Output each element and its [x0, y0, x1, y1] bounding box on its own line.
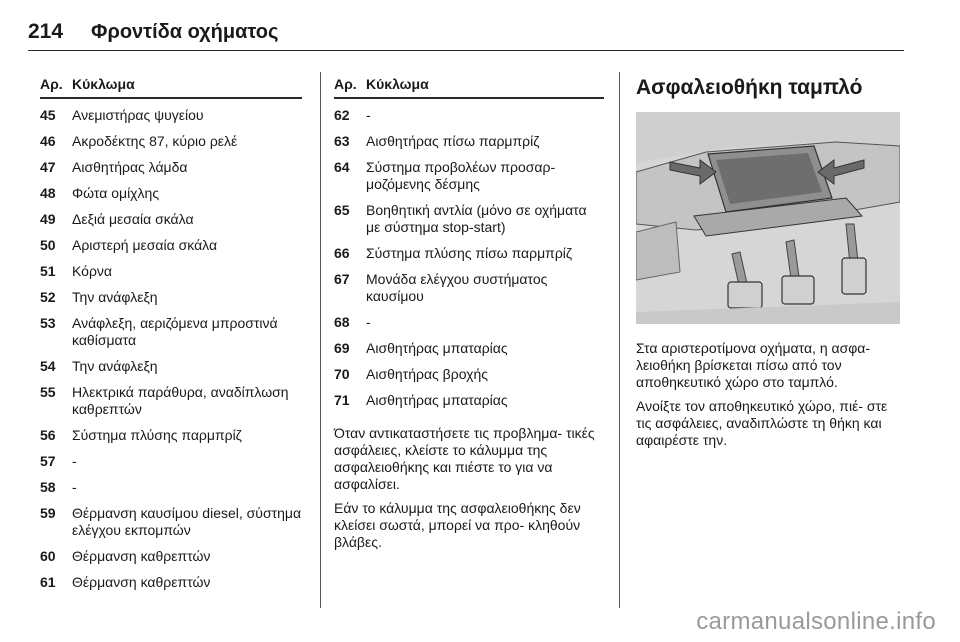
fuse-number: 63 [334, 133, 350, 149]
fuse-number: 66 [334, 245, 350, 261]
fuse-number: 71 [334, 392, 350, 408]
table-rows [334, 107, 604, 409]
column-header-number: Αρ. [40, 76, 63, 92]
table-row [40, 211, 302, 228]
table-row [334, 159, 604, 193]
fuse-number: 45 [40, 107, 56, 123]
fuse-number: 69 [334, 340, 350, 356]
instrument-panel-fusebox-section [636, 76, 906, 456]
watermark-text: carmanualsonline.info [696, 608, 936, 635]
fuse-circuit: Αισθητήρας μπαταρίας [366, 340, 508, 356]
fuse-number: 70 [334, 366, 350, 382]
fuse-number: 64 [334, 159, 350, 175]
table-rows [40, 107, 302, 591]
fuse-circuit: Ανάφλεξη, αεριζόμενα μπροστινά καθίσματα [72, 315, 278, 348]
table-row [40, 358, 302, 375]
table-row [40, 453, 302, 470]
fuse-circuit: Αριστερή μεσαία σκάλα [72, 237, 218, 253]
fuse-circuit: - [366, 314, 371, 330]
column-divider [320, 72, 321, 608]
fuse-circuit: Ακροδέκτης 87, κύριο ρελέ [72, 133, 238, 149]
fuse-circuit: Αισθητήρας πίσω παρμπρίζ [366, 133, 540, 149]
fuse-number: 46 [40, 133, 56, 149]
column-header-number: Αρ. [334, 76, 357, 92]
page-header [28, 14, 904, 51]
fuse-circuit: Αισθητήρας βροχής [366, 366, 488, 382]
fuse-circuit: Θέρμανση καθρεπτών [72, 548, 211, 564]
fuse-number: 53 [40, 315, 56, 331]
fuse-circuit: - [72, 479, 77, 495]
fuse-circuit: Βοηθητική αντλία (μόνο σε οχήματα με σύστημα stop-start) [366, 202, 587, 235]
table-row [334, 392, 604, 409]
page-number: 214 [28, 20, 64, 43]
fusebox-illustration [636, 112, 900, 324]
table-row [40, 479, 302, 496]
section-title: Ασφαλειοθήκη ταμπλό [636, 76, 863, 99]
fuse-circuit: Σύστημα πλύσης παρμπρίζ [72, 427, 242, 443]
fusebox-location-text: Στα αριστεροτίμονα οχήματα, η ασφα- λειοθήκη βρίσκεται πίσω από τον αποθηκευτικό χώρο στο ταμπλό. [636, 340, 871, 390]
table-header [334, 76, 604, 99]
column-divider [619, 72, 620, 608]
fuse-number: 56 [40, 427, 56, 443]
fuse-number: 50 [40, 237, 56, 253]
fuse-circuit: Σύστημα προβολέων προσαρ- μοζόμενης δέσμης [366, 159, 556, 192]
fuse-number: 65 [334, 202, 350, 218]
fuse-number: 61 [40, 574, 56, 590]
fuse-number: 68 [334, 314, 350, 330]
table-row [40, 263, 302, 280]
table-row [334, 271, 604, 305]
table-row [334, 340, 604, 357]
fuse-number: 67 [334, 271, 350, 287]
cover-warning-note: Εάν το κάλυμμα της ασφαλειοθήκης δεν κλείσει σωστά, μπορεί να προ- κληθούν βλάβες. [334, 500, 581, 550]
fuse-circuit: Μονάδα ελέγχου συστήματος καυσίμου [366, 271, 548, 304]
fuse-circuit: Αισθητήρας μπαταρίας [366, 392, 508, 408]
table-row [334, 133, 604, 150]
table-row [334, 366, 604, 383]
table-row [334, 314, 604, 331]
fuse-circuit: Ηλεκτρικά παράθυρα, αναδίπλωση καθρεπτών [72, 384, 289, 417]
column-header-circuit: Κύκλωμα [366, 76, 429, 92]
fuse-circuit: Δεξιά μεσαία σκάλα [72, 211, 194, 227]
fusebox-access-text: Ανοίξτε τον αποθηκευτικό χώρο, πιέ- στε τις ασφάλειες, αναδιπλώστε τη θήκη και αφαιρέστε την. [636, 398, 888, 448]
table-row [40, 133, 302, 150]
fuse-circuit: Θέρμανση καυσίμου diesel, σύστημα ελέγχου εκπομπών [72, 505, 302, 538]
table-row [334, 202, 604, 236]
fuse-number: 60 [40, 548, 56, 564]
table-header [40, 76, 302, 99]
table-row [40, 289, 302, 306]
replace-fuse-note: Όταν αντικαταστήσετε τις προβλημα- τικές ασφάλειες, κλείστε το κάλυμμα της ασφαλειοθήκης και πιέστε το για να ασφαλίσει. [334, 425, 595, 492]
column-header-circuit: Κύκλωμα [72, 76, 135, 92]
fuse-circuit: Θέρμανση καθρεπτών [72, 574, 211, 590]
table-row [40, 315, 302, 349]
fuse-number: 48 [40, 185, 56, 201]
fuse-number: 57 [40, 453, 56, 469]
fuse-circuit: - [366, 107, 371, 123]
fuse-table-right [334, 76, 604, 558]
table-row [40, 237, 302, 254]
fuse-number: 55 [40, 384, 56, 400]
fuse-number: 58 [40, 479, 56, 495]
table-row [40, 107, 302, 124]
table-row [334, 245, 604, 262]
dashboard-fusebox-drawing [636, 112, 900, 324]
fuse-number: 62 [334, 107, 350, 123]
table-row [334, 107, 604, 124]
fuse-circuit: Φώτα ομίχλης [72, 185, 160, 201]
table-row [40, 427, 302, 444]
fuse-circuit: Κόρνα [72, 263, 113, 279]
table-row [40, 548, 302, 565]
fuse-number: 54 [40, 358, 56, 374]
fuse-number: 47 [40, 159, 56, 175]
fuse-circuit: Την ανάφλεξη [72, 358, 158, 374]
fuse-circuit: Την ανάφλεξη [72, 289, 158, 305]
table-row [40, 574, 302, 591]
fuse-table-left [40, 76, 302, 600]
fuse-circuit: Σύστημα πλύσης πίσω παρμπρίζ [366, 245, 573, 261]
table-row [40, 384, 302, 418]
fuse-circuit: Ανεμιστήρας ψυγείου [72, 107, 204, 123]
fuse-number: 59 [40, 505, 56, 521]
page-title: Φροντίδα οχήματος [91, 20, 279, 43]
table-row [40, 159, 302, 176]
table-row [40, 505, 302, 539]
fuse-circuit: - [72, 453, 77, 469]
fuse-number: 51 [40, 263, 56, 279]
fuse-number: 49 [40, 211, 56, 227]
table-row [40, 185, 302, 202]
fuse-number: 52 [40, 289, 56, 305]
fuse-circuit: Αισθητήρας λάμδα [72, 159, 188, 175]
